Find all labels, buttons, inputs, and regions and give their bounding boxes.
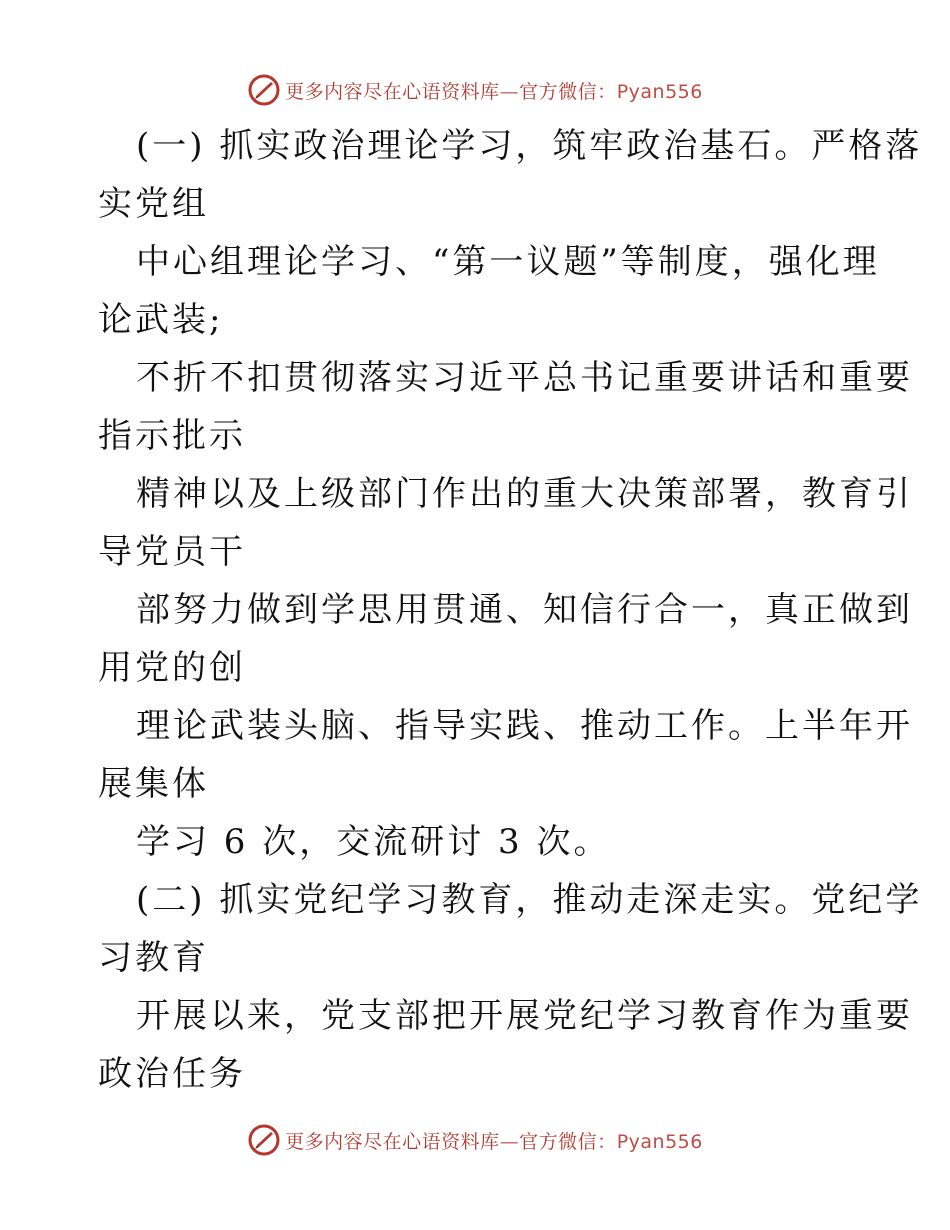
watermark-site: 更多内容尽在心语资料库 [285, 80, 500, 103]
header-watermark [0, 70, 950, 110]
paragraph-line: 实党组 [98, 184, 209, 224]
seal-logo-icon [247, 1123, 281, 1157]
watermark-text [285, 1127, 703, 1154]
paragraph-line: 展集体 [98, 764, 209, 804]
paragraph-line: 中心组理论学习、“第一议题”等制度，强化理 [136, 242, 880, 282]
paragraph-line: 学习 6 次，交流研讨 3 次。 [136, 822, 611, 862]
paragraph-line: 不折不扣贯彻落实习近平总书记重要讲话和重要 [136, 358, 913, 398]
document-body [98, 117, 923, 1103]
watermark-site: 更多内容尽在心语资料库 [285, 1130, 500, 1153]
watermark-separator: — [499, 1130, 520, 1153]
watermark-separator: — [499, 80, 520, 103]
paragraph-line: (一) 抓实政治理论学习，筑牢政治基石。严格落 [136, 126, 923, 166]
watermark-wechat-id: Pyan556 [616, 1130, 703, 1153]
watermark-wechat-label: 官方微信： [519, 1130, 617, 1153]
paragraph-line: 政治任务 [98, 1054, 246, 1094]
watermark-text [285, 77, 703, 104]
paragraph-line: 习教育 [98, 938, 209, 978]
paragraph-line: (二) 抓实党纪学习教育，推动走深走实。党纪学 [136, 880, 923, 920]
watermark-wechat-id: Pyan556 [616, 80, 703, 103]
paragraph-line: 用党的创 [98, 648, 246, 688]
paragraph-line: 导党员干 [98, 532, 246, 572]
watermark-wechat-label: 官方微信： [519, 80, 617, 103]
paragraph-line: 部努力做到学思用贯通、知信行合一，真正做到 [136, 590, 913, 630]
seal-logo-icon [247, 73, 281, 107]
paragraph-line: 论武装; [98, 300, 224, 340]
paragraph-line: 开展以来，党支部把开展党纪学习教育作为重要 [136, 996, 913, 1036]
paragraph-line: 指示批示 [98, 416, 246, 456]
paragraph-line: 精神以及上级部门作出的重大决策部署，教育引 [136, 474, 913, 514]
footer-watermark [0, 1120, 950, 1160]
paragraph-line: 理论武装头脑、指导实践、推动工作。上半年开 [136, 706, 913, 746]
